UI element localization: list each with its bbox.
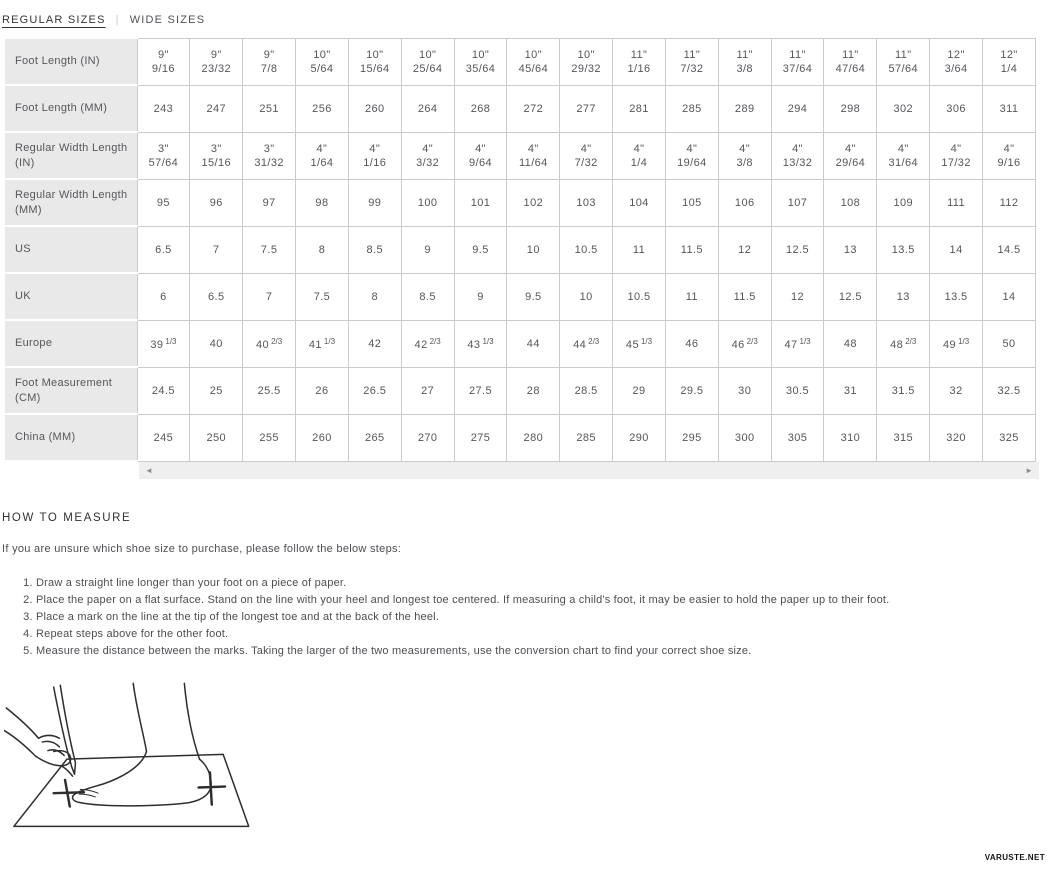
size-cell: 96 [190,179,243,226]
size-cell: 294 [771,85,824,132]
size-cell: 30.5 [771,367,824,414]
hand-palm [36,751,71,766]
size-cell: 268 [454,85,507,132]
size-cell: 102 [507,179,560,226]
hand-arm [4,708,38,756]
size-cell: 9.5 [454,226,507,273]
size-cell: 12.5 [771,226,824,273]
size-cell: 7 [190,226,243,273]
size-cell: 12 [771,273,824,320]
size-cell: 264 [401,85,454,132]
size-cell: 302 [877,85,930,132]
size-cell: 32.5 [983,367,1036,414]
size-cell: 251 [243,85,296,132]
size-cell: 44 [507,320,560,367]
row-label: Foot Measurement (CM) [4,367,137,414]
row-label: US [4,226,137,273]
size-cell: 14.5 [983,226,1036,273]
size-cell: 247 [190,85,243,132]
size-cell: 10" 25/64 [401,38,454,85]
size-cell: 290 [613,414,666,461]
size-cell: 10.5 [613,273,666,320]
size-cell: 107 [771,179,824,226]
size-cell: 29 [613,367,666,414]
row-label: Foot Length (MM) [4,85,137,132]
size-cell: 4" 9/16 [983,132,1036,179]
size-cell: 4" 7/32 [560,132,613,179]
scroll-left-icon[interactable]: ◄ [145,466,153,475]
size-cell: 250 [190,414,243,461]
size-cell: 300 [718,414,771,461]
size-table-body [4,38,1036,461]
row-label: Europe [4,320,137,367]
how-to-measure-title: HOW TO MEASURE [2,512,132,524]
size-conversion-table-wrap [3,37,1048,479]
size-cell: 4" 1/4 [613,132,666,179]
table-row [4,273,1036,320]
size-cell: 11 [613,226,666,273]
size-cell: 4" 3/8 [718,132,771,179]
size-cell: 10" 45/64 [507,38,560,85]
row-label: Regular Width Length (MM) [4,179,137,226]
size-cell: 12 [718,226,771,273]
measure-step: 2. Place the paper on a flat surface. Stand on the line with your heel and longest toe centered. If measuring a child's foot, it may be easier to hold the paper up to their foot. [36,592,1048,609]
size-cell: 4" 9/64 [454,132,507,179]
size-cell: 260 [348,85,401,132]
size-cell: 48 [824,320,877,367]
size-cell: 305 [771,414,824,461]
size-cell: 272 [507,85,560,132]
measure-step: 5. Measure the distance between the marks. Taking the larger of the two measurements, use the conversion chart to find your correct shoe size. [36,643,1048,660]
table-row [4,414,1036,461]
size-cell: 320 [930,414,983,461]
size-cell: 24.5 [137,367,190,414]
size-cell: 10" 5/64 [296,38,349,85]
size-cell: 10 [507,226,560,273]
tab-separator: | [115,14,120,26]
size-cell: 25 [190,367,243,414]
size-cell: 4" 17/32 [930,132,983,179]
size-cell: 28.5 [560,367,613,414]
size-cell: 27.5 [454,367,507,414]
measure-step: 3. Place a mark on the line at the tip of the longest toe and at the back of the heel. [36,609,1048,626]
size-cell: 285 [560,414,613,461]
size-cell: 112 [983,179,1036,226]
size-cell: 325 [983,414,1036,461]
size-cell: 8.5 [401,273,454,320]
size-cell: 270 [401,414,454,461]
row-label: Regular Width Length (IN) [4,132,137,179]
foot-outline [73,752,212,806]
size-cell: 30 [718,367,771,414]
size-cell: 42 [348,320,401,367]
size-cell: 11" 37/64 [771,38,824,85]
size-cell: 10 [560,273,613,320]
size-cell: 9" 9/16 [137,38,190,85]
size-cell: 13.5 [877,226,930,273]
measure-step: 1. Draw a straight line longer than your foot on a piece of paper. [36,575,1048,592]
size-cell: 11" 3/8 [718,38,771,85]
tab-regular-sizes[interactable]: REGULAR SIZES [2,14,106,26]
size-cell: 39 $^{1/3}$ [137,320,190,367]
site-watermark: VARUSTE.NET [984,853,1045,862]
size-cell: 3" 15/16 [190,132,243,179]
size-cell: 14 [983,273,1036,320]
size-cell: 6.5 [190,273,243,320]
size-cell: 10" 15/64 [348,38,401,85]
size-cell: 10" 35/64 [454,38,507,85]
size-cell: 7.5 [243,226,296,273]
table-row [4,179,1036,226]
size-cell: 4" 1/64 [296,132,349,179]
size-cell: 29.5 [665,367,718,414]
scroll-right-icon[interactable]: ► [1025,466,1033,475]
size-cell: 4" 13/32 [771,132,824,179]
size-cell: 40 [190,320,243,367]
size-cell: 277 [560,85,613,132]
size-cell: 46 [665,320,718,367]
size-cell: 9" 23/32 [190,38,243,85]
size-cell: 11 [665,273,718,320]
size-cell: 45 $^{1/3}$ [613,320,666,367]
size-cell: 4" 29/64 [824,132,877,179]
size-cell: 44 $^{2/3}$ [560,320,613,367]
table-row [4,38,1036,85]
size-cell: 42 $^{2/3}$ [401,320,454,367]
size-cell: 3" 57/64 [137,132,190,179]
size-cell: 13 [877,273,930,320]
size-cell: 281 [613,85,666,132]
size-cell: 43 $^{1/3}$ [454,320,507,367]
size-cell: 260 [296,414,349,461]
row-label: UK [4,273,137,320]
size-conversion-table [3,37,1036,462]
size-cell: 4" 3/32 [401,132,454,179]
size-cell: 280 [507,414,560,461]
size-cell: 13 [824,226,877,273]
size-cell: 98 [296,179,349,226]
size-cell: 97 [243,179,296,226]
size-cell: 108 [824,179,877,226]
table-row [4,226,1036,273]
size-cell: 9.5 [507,273,560,320]
size-cell: 289 [718,85,771,132]
size-cell: 25.5 [243,367,296,414]
tab-wide-sizes[interactable]: WIDE SIZES [129,14,206,26]
table-row [4,132,1036,179]
size-cell: 28 [507,367,560,414]
size-cell: 10" 29/32 [560,38,613,85]
size-cell: 11" 1/16 [613,38,666,85]
size-cell: 49 $^{1/3}$ [930,320,983,367]
size-cell: 265 [348,414,401,461]
size-cell: 101 [454,179,507,226]
size-cell: 7.5 [296,273,349,320]
how-to-measure-intro: If you are unsure which shoe size to purchase, please follow the below steps: [2,543,402,555]
size-cell: 41 $^{1/3}$ [296,320,349,367]
size-cell: 12" 1/4 [983,38,1036,85]
size-cell: 8 [348,273,401,320]
size-cell: 298 [824,85,877,132]
size-cell: 26.5 [348,367,401,414]
size-cell: 100 [401,179,454,226]
size-cell: 9 [401,226,454,273]
size-cell: 27 [401,367,454,414]
size-cell: 11.5 [665,226,718,273]
size-cell: 12.5 [824,273,877,320]
size-cell: 306 [930,85,983,132]
size-cell: 109 [877,179,930,226]
size-cell: 7 [243,273,296,320]
row-label: China (MM) [4,414,137,461]
size-cell: 243 [137,85,190,132]
size-cell: 6.5 [137,226,190,273]
size-cell: 8.5 [348,226,401,273]
measure-steps [0,575,1048,660]
size-cell: 32 [930,367,983,414]
size-cell: 103 [560,179,613,226]
size-cell: 10.5 [560,226,613,273]
measure-step: 4. Repeat steps above for the other foot. [36,626,1048,643]
size-cell: 275 [454,414,507,461]
table-row [4,367,1036,414]
leg-front-line [133,683,146,751]
size-cell: 256 [296,85,349,132]
hand-fingers [39,735,73,776]
size-cell: 99 [348,179,401,226]
size-cell: 31.5 [877,367,930,414]
paper-outline [14,754,249,826]
size-cell: 9" 7/8 [243,38,296,85]
size-cell: 40 $^{2/3}$ [243,320,296,367]
size-cell: 105 [665,179,718,226]
size-cell: 104 [613,179,666,226]
size-cell: 4" 11/64 [507,132,560,179]
table-row [4,85,1036,132]
size-type-tabs [0,0,1048,26]
size-cell: 4" 19/64 [665,132,718,179]
size-cell: 11" 7/32 [665,38,718,85]
size-cell: 4" 31/64 [877,132,930,179]
size-cell: 48 $^{2/3}$ [877,320,930,367]
heel-cross-mark [199,772,226,804]
leg-back-line [184,683,199,759]
size-cell: 106 [718,179,771,226]
size-cell: 11.5 [718,273,771,320]
size-cell: 11" 57/64 [877,38,930,85]
foot-measuring-illustration [4,672,270,850]
horizontal-scrollbar[interactable] [139,462,1039,479]
size-cell: 4" 1/16 [348,132,401,179]
size-cell: 245 [137,414,190,461]
size-cell: 47 $^{1/3}$ [771,320,824,367]
size-cell: 315 [877,414,930,461]
size-cell: 12" 3/64 [930,38,983,85]
table-row [4,320,1036,367]
size-cell: 310 [824,414,877,461]
size-cell: 6 [137,273,190,320]
size-cell: 50 [983,320,1036,367]
size-cell: 8 [296,226,349,273]
size-cell: 111 [930,179,983,226]
size-cell: 255 [243,414,296,461]
size-cell: 3" 31/32 [243,132,296,179]
size-cell: 31 [824,367,877,414]
size-cell: 46 $^{2/3}$ [718,320,771,367]
size-cell: 295 [665,414,718,461]
size-cell: 13.5 [930,273,983,320]
size-cell: 95 [137,179,190,226]
size-cell: 9 [454,273,507,320]
size-cell: 311 [983,85,1036,132]
size-cell: 11" 47/64 [824,38,877,85]
size-cell: 26 [296,367,349,414]
size-cell: 285 [665,85,718,132]
size-cell: 14 [930,226,983,273]
row-label: Foot Length (IN) [4,38,137,85]
